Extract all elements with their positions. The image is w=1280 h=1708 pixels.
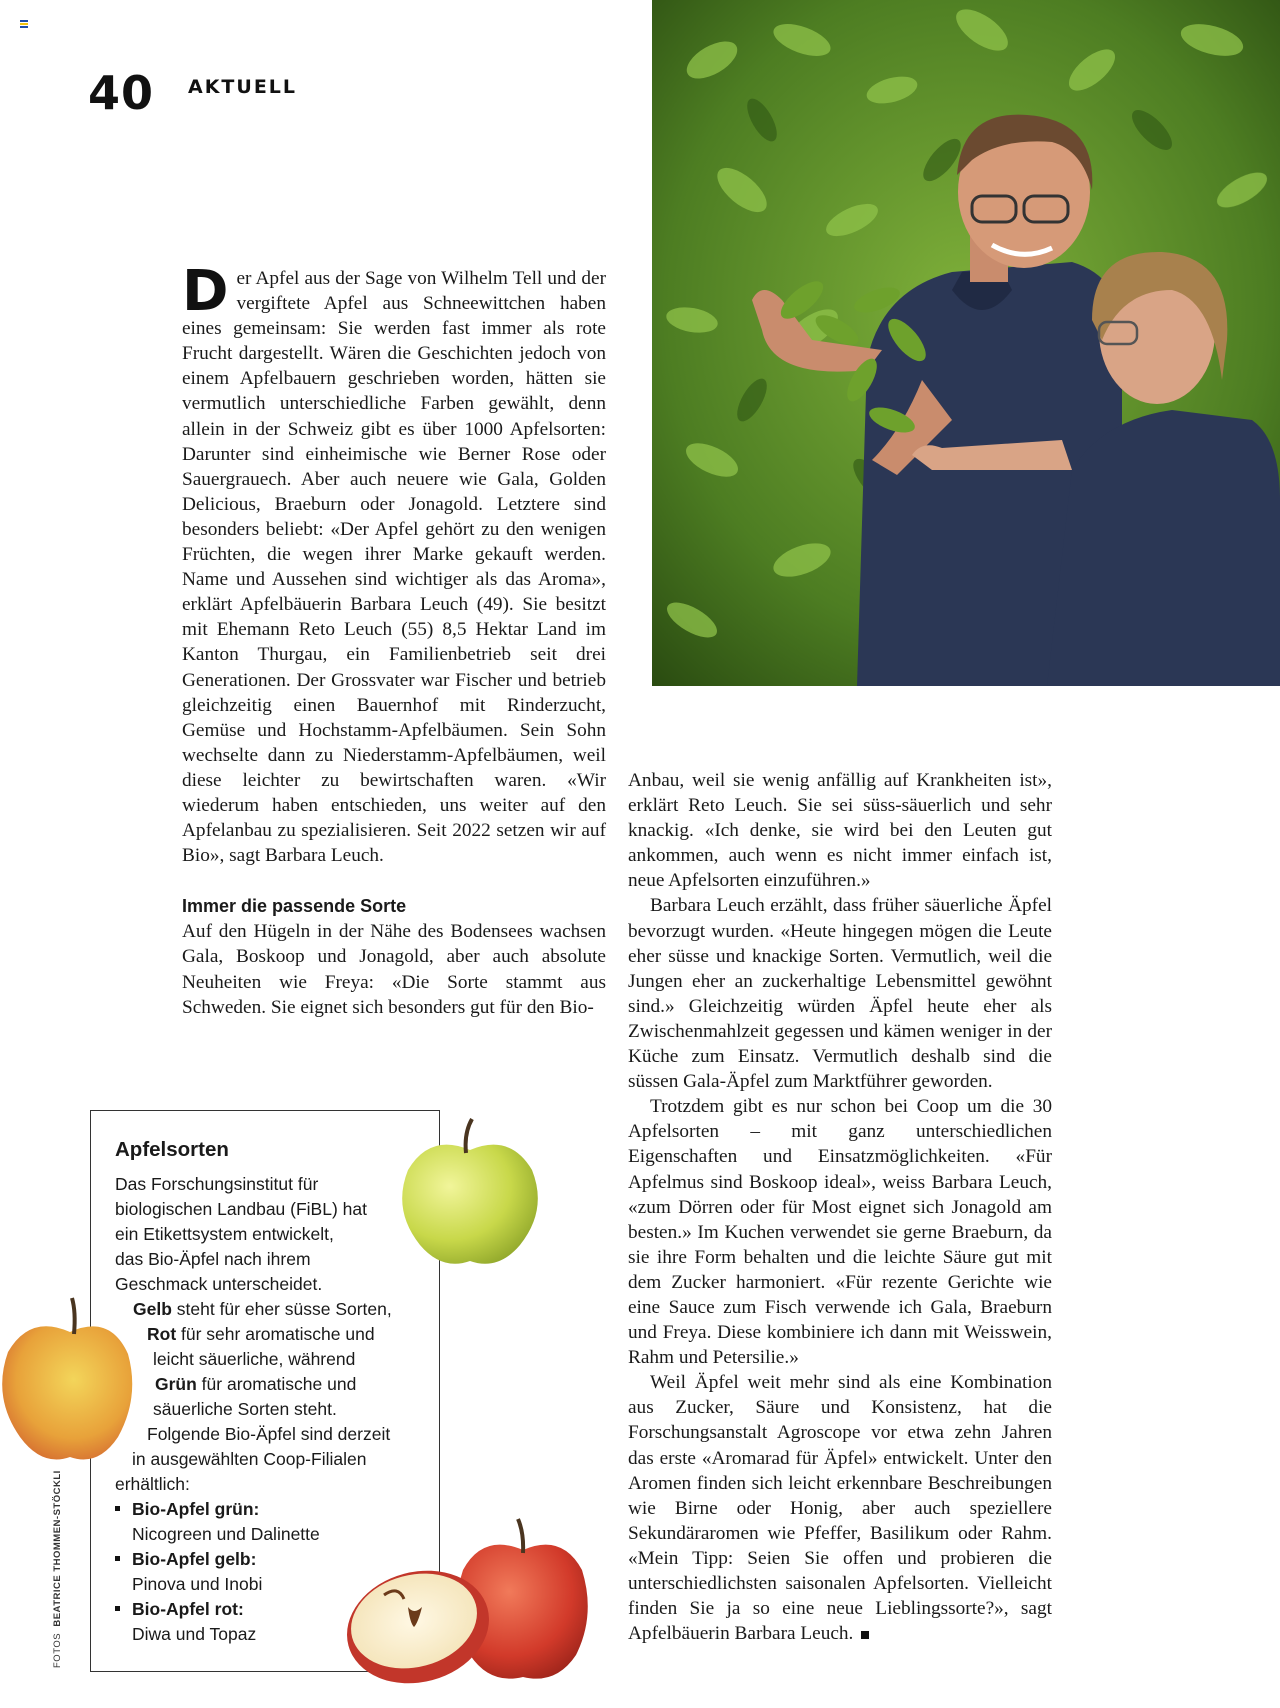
page-number: 40 xyxy=(88,66,155,120)
article-paragraph-1: er Apfel aus der Sage von Wilhelm Tell und der vergiftete Apfel aus Schneewittchen haben eines gemeinsam: Sie werden fast immer als rote Frucht dargestellt. Wären die Geschichten jedoch von einem Apfelbauern geschrieben worden, hätten sie vermutlich unterschiedliche Farben gewählt, denn allein in der Schweiz gibt es über 1000 Apfelsorten: Darunter sind einheimische wie Berner Rose oder Sauergrauech. Aber auch neuere wie Gala, Golden Delicious, Braeburn oder Jonagold. Letztere sind besonders beliebt: «Der Apfel gehört zu den wenigen Früchten, die wegen ihrer Marke gekauft werden. Name und Aussehen sind wichtiger als das Aroma», erklärt Apfelbäuerin Barbara Leuch (49). Sie besitzt mit Ehemann Reto Leuch (55) 8,5 Hektar Land im Kanton Thurgau, ein Familienbetrieb seit drei Generationen. Der Grossvater war Fischer und betrieb gleichzeitig einen Bauernhof mit Rinderzucht, Gemüse und Hochstamm-Apfelbäumen. Sein Sohn wechselte dann zu Niederstamm-Apfelbäumen, weil diese leichter zu bewirtschaften waren. «Wir wiederum haben entschieden, uns weiter auf den Apfelanbau zu spezialisieren. Seit 2022 setzen wir auf Bio», sagt Barbara Leuch. xyxy=(182,268,606,867)
end-mark xyxy=(861,1631,869,1639)
article-paragraph-6-text: Weil Äpfel weit mehr sind als eine Kombination aus Zucker, Säure und Konsistenz, hat die Forschungsanstalt Agroscope vor etwa zehn Jahren das erste «Aromarad für Äpfel» entwickelt. Unter den Aromen finden sich leicht erkennbare Beschreibungen wie Birne oder Honig, aber auch speziellere Sekundäraromen wie Pfeffer, Basilikum oder Rahm. «Mein Tipp: Seien Sie offen und probieren die unterschiedlichsten saisonalen Apfelsorten. Vielleicht finden Sie ja so eine neue Lieblingssorte?», sagt Apfelbäuerin Barbara Leuch. xyxy=(628,1372,1052,1645)
info-gruen-line-2: säuerliche Sorten steht. xyxy=(153,1399,337,1419)
info-avail-line-2: in ausgewählten Coop-Filialen xyxy=(132,1449,367,1469)
list-item-name: Bio-Apfel rot: xyxy=(132,1599,244,1619)
article-paragraph-6 xyxy=(628,1370,1052,1646)
red-apples-image xyxy=(318,1515,598,1693)
info-intro-line-1: Das Forschungsinstitut für xyxy=(115,1174,319,1194)
info-rot-line xyxy=(147,1322,375,1347)
credit-name: BEATRICE THOMMEN-STÖCKLI xyxy=(52,1470,63,1627)
list-item-name: Bio-Apfel gelb: xyxy=(132,1549,257,1569)
farmers-photo-illustration xyxy=(652,0,1280,686)
info-avail-line-1: Folgende Bio-Äpfel sind derzeit xyxy=(147,1424,391,1444)
label-gruen: Grün xyxy=(155,1374,197,1394)
info-intro-line-2: biologischen Landbau (FiBL) hat xyxy=(115,1199,367,1219)
info-intro-line-5: Geschmack unterscheidet. xyxy=(115,1274,323,1294)
green-apple-image xyxy=(390,1115,550,1275)
bullet-icon xyxy=(115,1556,120,1561)
photo-credit xyxy=(52,1470,63,1668)
info-box-title: Apfelsorten xyxy=(115,1138,229,1161)
article-paragraph-2: Auf den Hügeln in der Nähe des Bodensees wachsen Gala, Boskoop und Jonagold, aber auch absolute Neuheiten wie Freya: «Die Sorte stammt aus Schweden. Sie eignet sich besonders gut für den Bio- xyxy=(182,921,606,1018)
list-item-name: Bio-Apfel grün: xyxy=(132,1499,260,1519)
label-gelb: Gelb xyxy=(133,1299,172,1319)
section-label: AKTUELL xyxy=(188,76,298,98)
list-item-varieties: Nicogreen und Dalinette xyxy=(132,1524,320,1544)
article-column-1 xyxy=(182,259,606,1020)
list-item xyxy=(115,1597,244,1622)
list-item-varieties: Pinova und Inobi xyxy=(132,1574,263,1594)
print-color-marker xyxy=(20,20,28,28)
info-gruen-text: für aromatische und xyxy=(196,1374,357,1394)
article-paragraph-3: Anbau, weil sie wenig anfällig auf Krankheiten ist», erklärt Reto Leuch. Sie sei süss-säuerlich und sehr knackig. «Ich denke, sie wird bei den Leuten gut ankommen, auch wenn es nicht immer einfach ist, neue Apfelsorten einzuführen.» xyxy=(628,770,1052,892)
info-intro-line-4: das Bio-Äpfel nach ihrem xyxy=(115,1249,311,1269)
info-gelb-line xyxy=(133,1297,392,1322)
article-subheading: Immer die passende Sorte xyxy=(182,896,407,917)
article-column-2 xyxy=(628,768,1052,1646)
list-item xyxy=(115,1547,256,1572)
info-gelb-text: steht für eher süsse Sorten, xyxy=(171,1299,392,1319)
bullet-icon xyxy=(115,1606,120,1611)
info-rot-line-2: leicht säuerliche, während xyxy=(153,1349,356,1369)
info-gruen-line xyxy=(155,1372,356,1397)
list-item xyxy=(115,1497,259,1522)
article-paragraph-5: Trotzdem gibt es nur schon bei Coop um die 30 Apfelsorten – mit ganz unterschiedlichen Eigenschaften und Einsatzmöglichkeiten. «Für Apfelmus sind Boskoop ideal», weiss Barbara Leuch, «zum Dörren oder für Most eignet sich Jonagold am besten.» Im Kuchen verwendet sie gerne Braeburn, da sie ihre Form behalten und die leichte Säure gut mit dem Zucker harmoniert. «Für rezente Gerichte wie eine Sauce zum Fisch verwende ich Gala, Braeburn und Freya. Diese kombiniere ich dann mit Weisswein, Rahm und Petersilie.» xyxy=(628,1096,1052,1369)
label-rot: Rot xyxy=(147,1324,177,1344)
yellow-red-apple-image xyxy=(0,1292,140,1472)
drop-cap: D xyxy=(182,259,229,324)
article-paragraph-4: Barbara Leuch erzählt, dass früher säuerliche Äpfel bevorzugt wurden. «Heute hingegen mögen die Leute eher süsse und knackige Sorten. Vermutlich, weil die Jungen eher an zuckerhaltige Lebensmittel gewöhnt sind.» Gleichzeitig würden Äpfel heute eher als Zwischenmahlzeit gegessen und kämen weniger in der Küche zum Einsatz. Vermutlich deshalb sind die süssen Gala-Äpfel zum Marktführer geworden. xyxy=(628,895,1052,1093)
farmers-photo xyxy=(652,0,1280,686)
bullet-icon xyxy=(115,1506,120,1511)
info-intro-line-3: ein Etikettsystem entwickelt, xyxy=(115,1224,334,1244)
info-avail-line-3: erhältlich: xyxy=(115,1474,190,1494)
credit-label: FOTOS xyxy=(52,1632,63,1668)
list-item-varieties: Diwa und Topaz xyxy=(132,1624,257,1644)
info-rot-text: für sehr aromatische und xyxy=(176,1324,375,1344)
